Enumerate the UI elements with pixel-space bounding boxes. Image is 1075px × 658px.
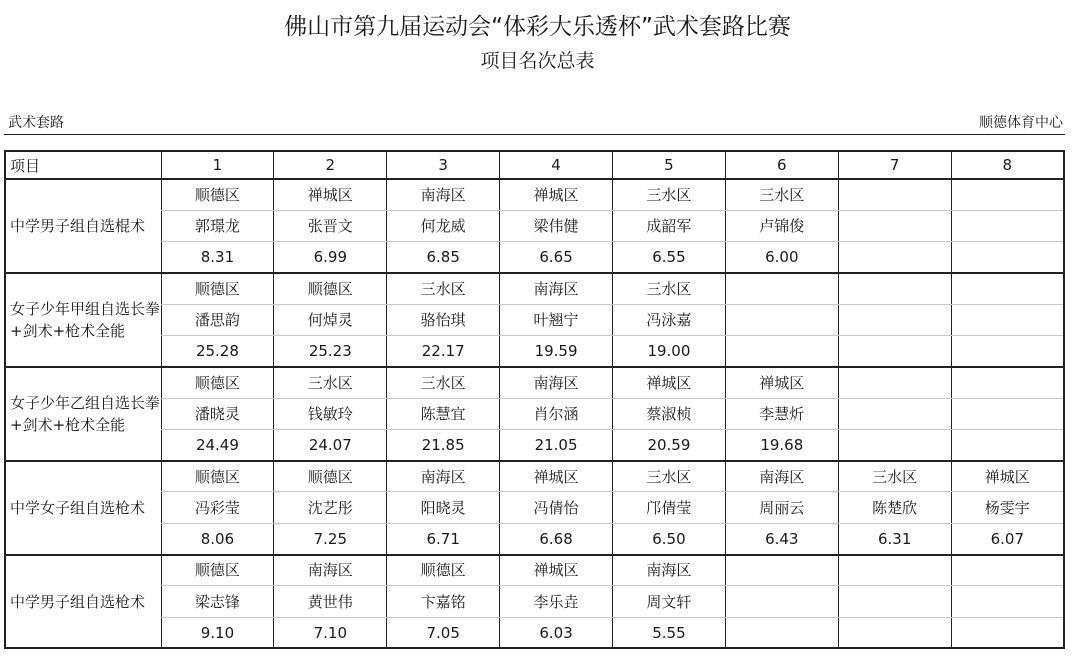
entry-name: 何焯灵	[274, 304, 387, 335]
empty-cell	[725, 617, 838, 648]
entry-score: 6.85	[387, 242, 500, 273]
category-label: 武术套路	[8, 115, 64, 131]
entry-district: 禅城区	[274, 179, 387, 210]
entry-name: 周丽云	[725, 492, 838, 523]
entry-district: 禅城区	[500, 461, 613, 492]
entry-district: 顺德区	[387, 555, 500, 586]
entry-district: 三水区	[613, 179, 726, 210]
empty-cell	[838, 304, 951, 335]
empty-cell	[951, 555, 1064, 586]
entry-name: 钱敏玲	[274, 398, 387, 429]
entry-score: 5.55	[613, 617, 726, 648]
entry-score: 7.25	[274, 523, 387, 554]
entry-score: 24.07	[274, 429, 387, 460]
empty-cell	[951, 242, 1064, 273]
entry-score: 6.68	[500, 523, 613, 554]
header-rank-1: 1	[161, 151, 274, 179]
entry-score: 19.00	[613, 335, 726, 366]
entry-name: 肖尔涵	[500, 398, 613, 429]
table-row	[5, 586, 1064, 617]
entry-district: 南海区	[500, 367, 613, 398]
entry-score: 22.17	[387, 335, 500, 366]
empty-cell	[838, 179, 951, 210]
entry-district: 禅城区	[500, 179, 613, 210]
entry-district: 顺德区	[274, 461, 387, 492]
entry-score: 6.07	[951, 523, 1064, 554]
empty-cell	[951, 367, 1064, 398]
entry-score: 6.99	[274, 242, 387, 273]
table-row	[5, 523, 1064, 554]
entry-district: 南海区	[387, 461, 500, 492]
venue-label: 顺德体育中心	[979, 115, 1063, 131]
entry-name: 成韶军	[613, 210, 726, 241]
entry-name: 潘晓灵	[161, 398, 274, 429]
entry-name: 梁伟健	[500, 210, 613, 241]
empty-cell	[838, 617, 951, 648]
entry-score: 6.65	[500, 242, 613, 273]
table-row	[5, 555, 1064, 586]
entry-district: 顺德区	[274, 273, 387, 304]
header-rank-2: 2	[274, 151, 387, 179]
entry-score: 6.71	[387, 523, 500, 554]
entry-district: 禅城区	[500, 555, 613, 586]
entry-score: 25.23	[274, 335, 387, 366]
entry-name: 李乐垚	[500, 586, 613, 617]
entry-district: 禅城区	[725, 367, 838, 398]
entry-name: 蔡淑桢	[613, 398, 726, 429]
entry-score: 6.55	[613, 242, 726, 273]
entry-name: 黄世伟	[274, 586, 387, 617]
header-rank-6: 6	[725, 151, 838, 179]
table-row	[5, 429, 1064, 460]
entry-name: 卞嘉铭	[387, 586, 500, 617]
empty-cell	[838, 398, 951, 429]
entry-district: 三水区	[613, 461, 726, 492]
header-rank-3: 3	[387, 151, 500, 179]
empty-cell	[725, 335, 838, 366]
entry-score: 6.43	[725, 523, 838, 554]
entry-district: 三水区	[613, 273, 726, 304]
table-row	[5, 492, 1064, 523]
page-title: 佛山市第九届运动会“体彩大乐透杯”武术套路比赛	[284, 14, 791, 40]
table-row	[5, 367, 1064, 398]
event-name: 女子少年甲组自选长拳+剑术+枪术全能	[5, 273, 161, 367]
entry-district: 三水区	[387, 273, 500, 304]
entry-score: 21.85	[387, 429, 500, 460]
entry-name: 冯倩怡	[500, 492, 613, 523]
event-name: 中学男子组自选棍术	[5, 179, 161, 273]
header-rank-8: 8	[951, 151, 1064, 179]
empty-cell	[725, 273, 838, 304]
empty-cell	[951, 210, 1064, 241]
table-row	[5, 273, 1064, 304]
entry-district: 三水区	[838, 461, 951, 492]
header-rank-7: 7	[838, 151, 951, 179]
entry-name: 梁志锋	[161, 586, 274, 617]
empty-cell	[951, 273, 1064, 304]
entry-name: 邝倩莹	[613, 492, 726, 523]
entry-score: 7.05	[387, 617, 500, 648]
empty-cell	[838, 367, 951, 398]
empty-cell	[838, 242, 951, 273]
entry-district: 南海区	[500, 273, 613, 304]
entry-score: 7.10	[274, 617, 387, 648]
table-row	[5, 461, 1064, 492]
entry-name: 潘思韵	[161, 304, 274, 335]
entry-district: 顺德区	[161, 273, 274, 304]
entry-district: 顺德区	[161, 555, 274, 586]
entry-score: 6.00	[725, 242, 838, 273]
entry-district: 顺德区	[161, 461, 274, 492]
event-name: 中学男子组自选枪术	[5, 555, 161, 649]
entry-score: 25.28	[161, 335, 274, 366]
results-table	[4, 150, 1065, 649]
entry-name: 冯彩莹	[161, 492, 274, 523]
entry-name: 陈楚欣	[838, 492, 951, 523]
entry-district: 三水区	[274, 367, 387, 398]
entry-score: 6.31	[838, 523, 951, 554]
table-row	[5, 179, 1064, 210]
table-row	[5, 398, 1064, 429]
entry-score: 21.05	[500, 429, 613, 460]
entry-name: 卢锦俊	[725, 210, 838, 241]
entry-score: 6.50	[613, 523, 726, 554]
entry-name: 沈艺彤	[274, 492, 387, 523]
entry-score: 6.03	[500, 617, 613, 648]
header-item: 项目	[5, 151, 161, 179]
empty-cell	[951, 335, 1064, 366]
entry-name: 杨雯宇	[951, 492, 1064, 523]
entry-name: 何龙威	[387, 210, 500, 241]
entry-score: 8.31	[161, 242, 274, 273]
entry-district: 南海区	[387, 179, 500, 210]
empty-cell	[951, 304, 1064, 335]
entry-name: 阳晓灵	[387, 492, 500, 523]
empty-cell	[838, 555, 951, 586]
entry-name: 叶翘宁	[500, 304, 613, 335]
entry-score: 9.10	[161, 617, 274, 648]
table-row	[5, 617, 1064, 648]
table-row	[5, 304, 1064, 335]
empty-cell	[838, 210, 951, 241]
entry-district: 禅城区	[951, 461, 1064, 492]
entry-name: 陈慧宜	[387, 398, 500, 429]
empty-cell	[725, 555, 838, 586]
empty-cell	[838, 586, 951, 617]
entry-score: 24.49	[161, 429, 274, 460]
entry-name: 周文轩	[613, 586, 726, 617]
empty-cell	[951, 586, 1064, 617]
empty-cell	[838, 429, 951, 460]
entry-district: 南海区	[613, 555, 726, 586]
empty-cell	[951, 429, 1064, 460]
empty-cell	[838, 335, 951, 366]
entry-district: 三水区	[387, 367, 500, 398]
empty-cell	[951, 398, 1064, 429]
entry-name: 李慧炘	[725, 398, 838, 429]
page-subtitle: 项目名次总表	[480, 50, 595, 72]
entry-score: 20.59	[613, 429, 726, 460]
empty-cell	[838, 273, 951, 304]
results-body	[5, 179, 1064, 648]
table-row	[5, 335, 1064, 366]
entry-name: 张晋文	[274, 210, 387, 241]
table-row	[5, 210, 1064, 241]
empty-cell	[951, 179, 1064, 210]
table-row	[5, 242, 1064, 273]
entry-score: 19.68	[725, 429, 838, 460]
event-name: 女子少年乙组自选长拳+剑术+枪术全能	[5, 367, 161, 461]
header-divider	[4, 134, 1065, 135]
entry-district: 顺德区	[161, 367, 274, 398]
entry-district: 禅城区	[613, 367, 726, 398]
empty-cell	[725, 586, 838, 617]
entry-name: 郭璟龙	[161, 210, 274, 241]
entry-district: 南海区	[725, 461, 838, 492]
entry-district: 三水区	[725, 179, 838, 210]
entry-score: 8.06	[161, 523, 274, 554]
entry-name: 骆怡琪	[387, 304, 500, 335]
header-rank-5: 5	[613, 151, 726, 179]
entry-score: 19.59	[500, 335, 613, 366]
event-name: 中学女子组自选枪术	[5, 461, 161, 555]
header-rank-4: 4	[500, 151, 613, 179]
entry-name: 冯泳嘉	[613, 304, 726, 335]
empty-cell	[725, 304, 838, 335]
entry-district: 南海区	[274, 555, 387, 586]
table-header-row	[5, 151, 1064, 179]
entry-district: 顺德区	[161, 179, 274, 210]
empty-cell	[951, 617, 1064, 648]
